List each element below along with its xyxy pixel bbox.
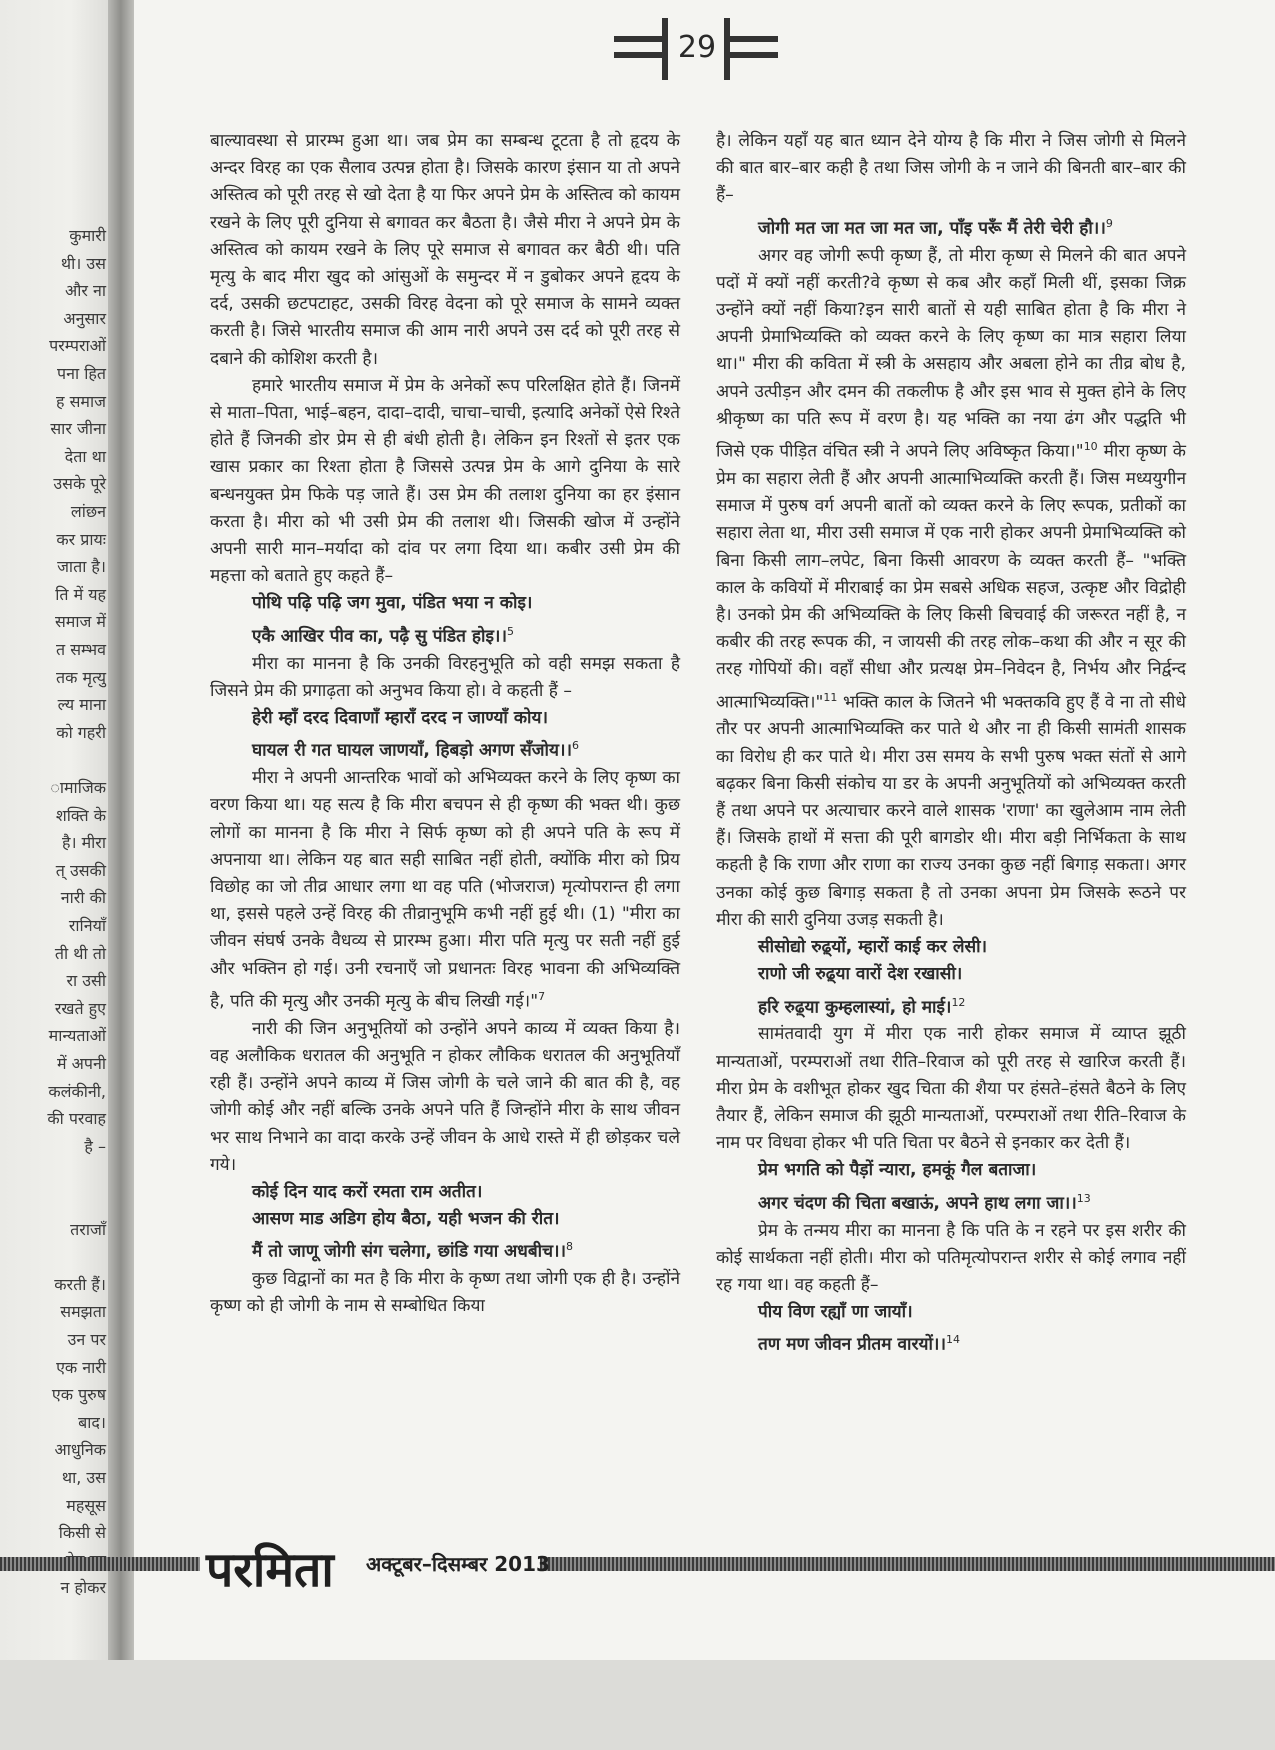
prev-page-fragment: कुमारी — [69, 226, 106, 245]
prev-page-fragment: त सम्भव — [56, 640, 106, 659]
prev-page-fragment: उन पर — [67, 1330, 106, 1349]
footnote-ref: 5 — [506, 624, 514, 638]
prev-page-fragment: था, उस — [61, 1468, 106, 1487]
footnote-ref: 9 — [1105, 216, 1113, 230]
footer-rule-left — [0, 1557, 200, 1571]
verse-line: हरि रुढ़्या कुम्हलास्यां, हो माई।$^{12}$ — [758, 995, 966, 1018]
prev-page-fragment: पना हित — [57, 364, 106, 383]
prev-page-fragment: करती हैं। — [54, 1274, 106, 1294]
paragraph: नारी की जिन अनुभूतियों को उन्होंने अपने काव्य में व्यक्त किया है। वह अलौकिक धरातल की अनुभूति न होकर लौकिक धरातल की अनुभूतियाँ रही हैं। उन्होंने अपने काव्य में जिस जोगी के चले जाने की बात की है, वह जोगी कोई और नहीं बल्कि उनके अपने पति हैं जिन्होंने मीरा के साथ जीवन भर साथ निभाने का वादा करके उन्हें जीवन के आधे रास्ते में ही छोड़कर चले गये। — [210, 1018, 680, 1175]
issue-date: अक्टूबर–दिसम्बर 2013 — [366, 1552, 550, 1576]
prev-page-fragment: कलंकीनी, — [48, 1081, 106, 1101]
verse-line: कोई दिन याद करों रमता राम अतीत। — [252, 1181, 483, 1202]
prev-page-fragment: शक्ति के — [55, 805, 106, 825]
footnote-ref: 14 — [945, 1333, 960, 1347]
paragraph: है। लेकिन यहाँ यह बात ध्यान देने योग्य है कि मीरा ने जिस जोगी से मिलने की बात बार–बार कही है तथा जिस जोगी के न जाने की बिनती बार–बार की हैं– — [716, 131, 1186, 206]
footnote-ref: 8 — [566, 1240, 574, 1254]
prev-page-fragment: की परवाह — [47, 1109, 106, 1129]
prev-page-fragment: एक नारी — [56, 1357, 106, 1377]
header-right-bar-top — [724, 36, 778, 42]
verse-line: एकै आखिर पीव का, पढ़ै सु पंडित होइ।।$^5$ — [252, 624, 514, 647]
header-left-bar-bottom — [614, 52, 668, 58]
paragraph: बाल्यावस्था से प्रारम्भ हुआ था। जब प्रेम का सम्बन्ध टूटता है तो हृदय के अन्दर विरह का एक सैलाव उत्पन्न होता है। जिसके कारण इंसान या तो अपने अस्तित्व को पूरी तरह से खो देता है या फिर अपने प्रेम के अस्तित्व को कायम रखने के लिए पूरी दुनिया से बगावत कर बैठता है। जैसे मीरा ने अपने प्रेम के अस्तित्व को कायम रखने के लिए पूरे समाज से बगावत कर बैठी थी। पति मृत्यु के बाद मीरा खुद को आंसुओं के समुन्दर में न डुबोकर अपने हृदय के दर्द, उसकी छटपटाहट, उसकी विरह वेदना को पूरे समाज के सामने व्यक्त करती है। जिसे भारतीय समाज की आम नारी अपने उस दर्द को पूरी तरह से दबाने की कोशिश करती है। — [210, 131, 680, 369]
prev-page-fragment: कर प्रायः — [56, 529, 106, 549]
prev-page-fragment: अनुसार — [63, 308, 106, 328]
prev-page-fragment: है – — [84, 1136, 106, 1156]
prev-page-fragment: समझता — [60, 1302, 106, 1322]
prev-page-fragment: ती थी तो — [54, 943, 106, 963]
prev-page-fragment: ह समाज — [56, 391, 106, 411]
prev-page-fragment: रखते हुए — [54, 998, 106, 1018]
prev-page-fragment: को गहरी — [56, 722, 106, 742]
verse-line: पीय विण रह्याँ णा जायाँ। — [758, 1302, 913, 1323]
header-left-bar-top — [614, 36, 668, 42]
verse-line: जोगी मत जा मत जा मत जा, पाँइ परूँ मैं तेरी चेरी हौ।।$^9$ — [758, 216, 1113, 239]
prev-page-fragment: न होकर — [60, 1578, 106, 1598]
prev-page-fragment: रा उसी — [66, 971, 106, 991]
paragraph: कुछ विद्वानों का मत है कि मीरा के कृष्ण तथा जोगी एक ही है। उन्होंने कृष्ण को ही जोगी के नाम से सम्बोधित किया — [210, 1269, 680, 1317]
verse-line: मैं तो जाणू जोगी संग चलेगा, छांडि गया अधबीच।।$^8$ — [252, 1240, 574, 1263]
paragraph: मीरा ने अपनी आन्तरिक भावों को अभिव्यक्त करने के लिए कृष्ण का वरण किया था। यह सत्य है कि मीरा बचपन से ही कृष्ण की भक्त थी। कुछ लोगों का मानना है कि मीरा ने सिर्फ कृष्ण को ही अपने पति के रूप में अपनाया था। लेकिन यह बात सही साबित नहीं होती, क्योंकि मीरा को प्रिय विछोह का जो तीव्र आधार लगा था वह पति (भोजराज) मृत्योपरान्त ही लगा था, इससे पहले उन्हें विरह की तीव्रानुभूमि कभी नहीं हुई थी। (1) "मीरा का जीवन संघर्ष उनके वैधव्य से प्रारम्भ हुआ। मीरा पति मृत्यु पर सती नहीं हुई और भक्तिन हो गई। उनी रचनाएँ जो प्रधानतः विरह भावना की अभिव्यक्ति है, पति की मृत्यु और उनकी मृत्यु के बीच लिखी गई।"$^7$ — [210, 768, 680, 1012]
prev-page-fragment: आधुनिक — [54, 1440, 106, 1460]
footnote-ref: 7 — [538, 989, 546, 1003]
prev-page-fragment: परम्पराओं — [49, 336, 106, 356]
prev-page-fragment: महसूस — [66, 1495, 106, 1515]
page-number: 29 — [677, 30, 717, 65]
previous-page-edge — [0, 0, 118, 1660]
prev-page-fragment: ल्य माना — [57, 695, 106, 715]
footnote-ref: 13 — [1076, 1191, 1091, 1205]
verse-line: पोथि पढ़ि पढ़ि जग मुवा, पंडित भया न कोइ। — [252, 593, 533, 614]
left-column — [210, 128, 680, 1321]
footnote-ref: 12 — [951, 995, 966, 1009]
paragraph: प्रेम के तन्मय मीरा का मानना है कि पति के न रहने पर इस शरीर की कोई सार्थकता नहीं होती। मीरा को पतिमृत्योपरान्त शरीर से कोई लगाव नहीं रह गया था। वह कहती हैं– — [716, 1220, 1186, 1295]
verse-line: राणो जी रुढ़्या वारों देश रखासी। — [758, 964, 963, 985]
footer-rule-right — [540, 1557, 1275, 1571]
prev-page-fragment: ामाजिक — [50, 778, 106, 797]
prev-page-fragment: उसके पूरे — [53, 474, 106, 494]
prev-page-fragment: रानियाँ — [68, 916, 106, 935]
prev-page-fragment: जाता है। — [57, 557, 106, 577]
paragraph: सामंतवादी युग में मीरा एक नारी होकर समाज में व्याप्त झूठी मान्यताओं, परम्पराओं तथा रीति–रिवाज को पूरी तरह से खारिज करती हैं। मीरा प्रेम के वशीभूत होकर खुद चिता की शैया पर हंसते–हंसते बैठने के लिए तैयार हैं, लेकिन समाज की झूठी मान्यताओं, परम्पराओं तथा रीति–रिवाज के नाम पर विधवा होकर भी पति चिता पर बैठने से इनकार कर देती हैं। — [716, 1024, 1186, 1154]
prev-page-fragment: नारी की — [60, 888, 106, 908]
prev-page-fragment: देता था — [64, 446, 106, 466]
prev-page-fragment: है। मीरा — [61, 833, 106, 853]
verse-line: प्रेम भगति को पैड़ों न्यारा, हमकूं गैल बताजा। — [758, 1160, 1037, 1181]
header-right-vbar — [724, 18, 730, 80]
verse-line: हेरी म्हाँ दरद दिवाणाँ म्हारॉं दरद न जाण्याँ कोय। — [252, 708, 548, 728]
verse-line: सीसोद्यो रुढ़्यों, म्हारों काई कर लेसी। — [758, 937, 988, 958]
prev-page-fragment: बाद। — [78, 1412, 106, 1432]
header-right-bar-bottom — [724, 52, 778, 58]
prev-page-fragment: समाज में — [54, 612, 106, 632]
prev-page-fragment: किसी से — [58, 1523, 106, 1543]
footnote-ref: 11 — [823, 690, 838, 704]
paragraph: अगर वह जोगी रूपी कृष्ण हैं, तो मीरा कृष्ण से मिलने की बात अपने पदों में क्यों नहीं करती?वे कृष्ण से कब और कहाँ मिली थीं, इसका जिक्र उन्होंने क्यों नहीं किया?इन सारी बातों से यही साबित होता है कि मीरा ने अपनी प्रेमाभिव्यक्ति को व्यक्त करने के लिए कृष्ण का मात्र सहारा लिया था।" मीरा की कविता में स्त्री के असहाय और अबला होने का तीव्र बोध है, अपने उत्पीड़न और दमन की तकलीफ है और इस भाव से मुक्त होने के लिए श्रीकृष्ण का पति रूप में वरण है। यह भक्ति का नया ढंग और पद्धति भी जिसे एक पीड़ित वंचित स्त्री ने अपने लिए अविष्कृत किया।"$^{10}$ मीरा कृष्ण के प्रेम का सहारा लेती हैं और अपनी आत्माभिव्यक्ति करती हैं। जिस मध्ययुगीन समाज में पुरुष वर्ग अपनी बातों को व्यक्त करने के लिए रूपक, प्रतीकों का सहारा लेता था, मीरा उसी समाज में एक नारी होकर अपनी प्रेमाभिव्यक्ति को बिना किसी लाग–लपेट, बिना किसी आवरण के व्यक्त करती हैं– "भक्ति काल के कवियों में मीराबाई का प्रेम सबसे अधिक सहज, उत्कृष्ट और विद्रोही है। उनको प्रेम की अभिव्यक्ति के लिए किसी बिचवाई की जरूरत नहीं है, न कबीर की तरह रूपक की, न जायसी की तरह लोक–कथा की और न सूर की तरह गोपियों की। वहाँ सीधा और प्रत्यक्ष प्रेम–निवेदन है, निर्भय और निर्द्वन्द आत्माभिव्यक्ति।"$^{11}$ भक्ति काल के जितने भी भक्तकवि हुए हैं वे ना तो सीधे तौर पर अपनी आत्माभिव्यक्ति कर पाते थे और ना ही किसी सामंती शासक का विरोध ही कर पाते थे। मीरा उस समय के सभी पुरुष भक्त संतों से आगे बढ़कर बिना किसी संकोच या डर के अपनी अनुभूतियों को अभिव्यक्त करती हैं तथा अपने पर अत्याचार करने वाले शासक 'राणा' का खुलेआम नाम लेती हैं। जिसके हाथों में सत्ता की पूरी बागडोर थी। मीरा बड़ी निर्भिकता के साथ कहती है कि राणा और राणा का राज्य उनका कुछ नहीं बिगाड़ सकता। अगर उनका कोई कुछ बिगाड़ सकता है तो उनका अपना प्रेम जिसके रूठने पर मीरा की सारी दुनिया उजड़ सकती है। — [716, 245, 1187, 930]
header-left-vbar — [662, 18, 668, 80]
paragraph: मीरा का मानना है कि उनकी विरहनुभूति को वही समझ सकता है जिसने प्रेम की प्रगाढ़ता को अनुभव किया हो। वे कहती हैं – — [210, 653, 680, 701]
magazine-title: परमिता — [206, 1542, 334, 1598]
right-column — [716, 128, 1186, 1359]
prev-page-fragment: सार जीना — [50, 419, 106, 439]
footnote-ref: 10 — [1083, 439, 1098, 453]
prev-page-fragment: में अपनी — [57, 1054, 106, 1073]
verse-line: घायल री गत घायल जाणयाँ, हिबड़ो अगण सँजोय।।$^6$ — [252, 739, 579, 761]
prev-page-fragment: तक मृत्यु — [56, 667, 106, 687]
prev-page-fragment: ति में यह — [55, 584, 106, 604]
prev-page-fragment: लांछन — [70, 502, 106, 521]
book-gutter — [108, 0, 136, 1660]
verse-line: आसण माड अडिग होय बैठा, यही भजन की रीत। — [252, 1209, 560, 1230]
prev-page-fragment: थी। उस — [60, 253, 106, 273]
prev-page-fragment: त् उसकी — [55, 860, 106, 880]
prev-page-fragment: और ना — [64, 281, 106, 301]
prev-page-fragment: तराजाँ — [70, 1219, 106, 1239]
verse-line: अगर चंदण की चिता बखाऊं, अपने हाथ लगा जा।।$^{13}$ — [758, 1191, 1091, 1214]
footnote-ref: 6 — [571, 739, 579, 753]
prev-page-fragment: एक पुरुष — [51, 1385, 106, 1405]
prev-page-fragment: मान्यताओं — [48, 1026, 106, 1046]
verse-line: तण मण जीवन प्रीतम वारयों।।$^{14}$ — [758, 1333, 960, 1356]
paragraph: हमारे भारतीय समाज में प्रेम के अनेकों रूप परिलक्षित होते हैं। जिनमें से माता–पिता, भाई–बहन, दादा–दादी, चाचा–चाची, इत्यादि अनेकों ऐसे रिश्ते होते हैं जिनकी डोर प्रेम से ही बंधी होती है। लेकिन इन रिश्तों से इतर एक खास प्रकार का रिश्ता होता है जिससे उत्पन्न प्रेम के आगे दुनिया के सारे बन्धनयुक्त प्रेम फिके पड़ जाते हैं। उस प्रेम की तलाश दुनिया का हर इंसान करता है। मीरा को भी उसी प्रेम की तलाश थी। जिसकी खोज में उन्होंने अपनी सारी मान–मर्यादा को दांव पर लगा दिया था। कबीर उसी प्रेम की महत्ता को बताते हुए कहते हैं– — [210, 375, 680, 587]
